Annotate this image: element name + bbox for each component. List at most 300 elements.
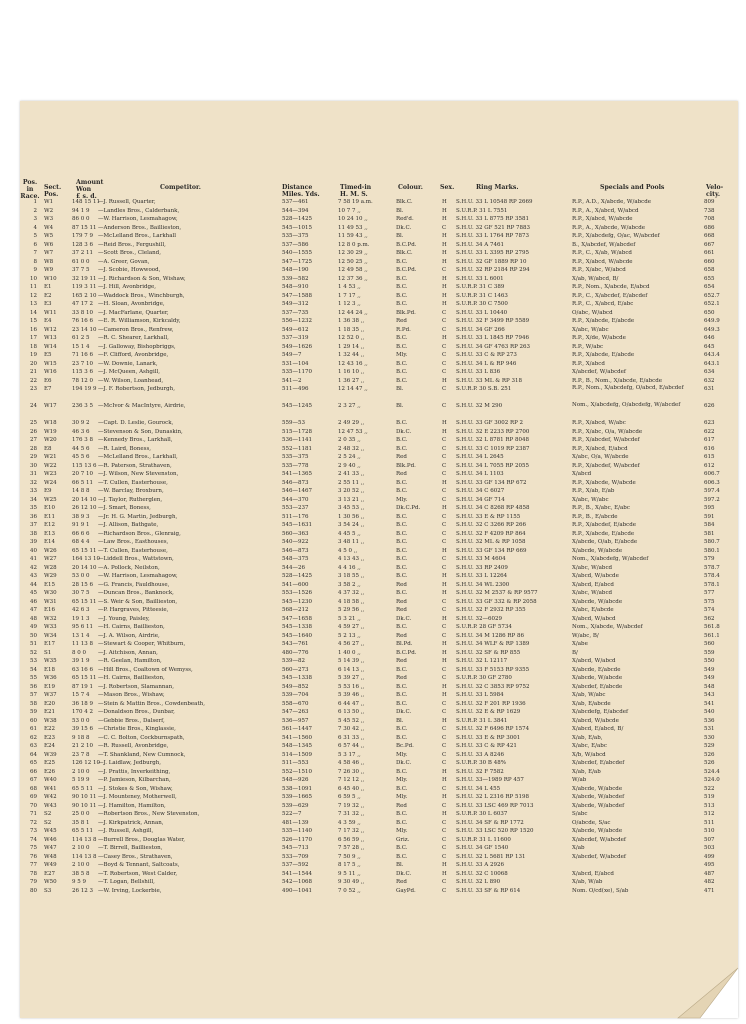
cell-pos: 61 [30, 726, 37, 732]
cell-specials-pools: R.P., C., X/ab, W/abcd [572, 250, 632, 256]
cell-colour: Bl. [396, 233, 404, 239]
cell-competitor: —J. Mounteney, Motherwell, [98, 794, 177, 800]
cell-section-pos: E27 [44, 870, 56, 877]
cell-distance: 535—1170 [282, 369, 312, 375]
cell-distance: 539—629 [282, 802, 309, 809]
cell-velocity: 622 [704, 428, 715, 435]
cell-colour: B.C. [396, 683, 408, 690]
cell-timed-in: 3 20 52 ,, [338, 488, 365, 494]
cell-timed-in: 6 14 13 ,, [338, 666, 365, 673]
cell-colour: Mly. [396, 777, 408, 783]
cell-section-pos: W7 [44, 250, 54, 256]
cell-velocity: 561.1 [704, 632, 720, 639]
cell-distance: 536—1141 [282, 437, 312, 443]
cell-distance: 511—496 [282, 386, 309, 392]
cell-ring-marks: S.H.U. 33 L 1845 RP 7946 [456, 335, 529, 341]
cell-ring-marks: S.H.U. 32 L 2316 RP 5198 [456, 794, 529, 800]
cell-velocity: 471 [704, 887, 715, 894]
cell-amount-won: 91 9 1 [72, 522, 90, 528]
cell-timed-in: 2 55 11 ,, [338, 479, 365, 486]
cell-section-pos: W38 [44, 717, 57, 724]
cell-specials-pools: R.P., X/abcd, E/abcd [572, 445, 628, 452]
table-row [20, 215, 738, 224]
cell-distance: 544—370 [282, 496, 309, 503]
cell-ring-marks: S.H.U. 32 F 201 RP 1936 [456, 700, 526, 707]
cell-specials-pools: R.P., X/abcde, E/abcde [572, 530, 635, 537]
cell-pos: 36 [30, 513, 37, 520]
cell-timed-in: 8 17 5 ,, [338, 862, 361, 868]
cell-colour: B.C. [396, 479, 408, 486]
cell-competitor: —Richardson Bros., Glenraig, [98, 530, 181, 537]
cell-pos: 73 [30, 828, 37, 834]
cell-sex: C [442, 471, 447, 477]
cell-section-pos: W5 [44, 233, 54, 239]
cell-colour: B.C. [396, 445, 408, 452]
table-row [20, 725, 738, 734]
cell-distance: 544—26 [282, 564, 305, 571]
cell-distance: 559—53 [282, 420, 305, 426]
cell-velocity: 482 [704, 879, 715, 885]
cell-timed-in: 4 5 0 ,, [338, 547, 358, 554]
cell-timed-in: 2 5 24 ,, [338, 454, 361, 460]
cell-colour: Dk.C.Pd. [396, 505, 421, 511]
cell-ring-marks: S.H.U. 34 GF 266 [456, 326, 505, 333]
cell-colour: B.C. [396, 853, 408, 860]
table-row [20, 207, 738, 216]
cell-section-pos: W27 [44, 556, 57, 562]
cell-section-pos: W18 [44, 420, 57, 426]
cell-ring-marks: S.H.U. 33 A 8246 [456, 751, 504, 758]
cell-colour: Red [396, 598, 407, 605]
cell-velocity: 579 [704, 556, 715, 562]
cell-ring-marks: S.H.U. 33 ML & RP 318 [456, 377, 523, 384]
cell-specials-pools: X/abcdef, W/abcdef [572, 836, 626, 843]
cell-specials-pools: B/ [572, 649, 578, 656]
cell-ring-marks: S.H.U. 32 F 7582 [456, 768, 504, 775]
cell-competitor: —J. Allison, Bathgate, [98, 522, 159, 528]
table-row [20, 717, 738, 726]
cell-section-pos: W14 [44, 343, 57, 350]
cell-pos: 16 [30, 326, 37, 333]
cell-specials-pools: O/abc, W/abcd [572, 309, 613, 316]
cell-specials-pools: X/ab, E/abcde [572, 700, 611, 707]
table-row [20, 232, 738, 241]
cell-timed-in: 1 16 10 ,, [338, 369, 365, 375]
cell-pos: 55 [30, 675, 37, 681]
cell-pos: 37 [30, 522, 37, 528]
cell-ring-marks: S.H.U. 33 L 6001 [456, 275, 504, 282]
cell-pos: 13 [30, 301, 37, 307]
cell-ring-marks: S.H.U. 34 GF 1540 [456, 845, 509, 851]
cell-competitor: —S. Weir & Son, Baillieston, [98, 598, 178, 605]
cell-section-pos: S2 [44, 819, 52, 826]
cell-section-pos: W1 [44, 199, 54, 205]
cell-velocity: 686 [704, 224, 715, 231]
cell-ring-marks: S.H.U. 32 C 3266 RP 266 [456, 522, 527, 528]
cell-distance: 514—1509 [282, 751, 312, 758]
cell-colour: B.C. [396, 785, 408, 792]
cell-pos: 78 [30, 870, 37, 877]
cell-competitor: —P. Hargraves, Pitteesie, [98, 607, 169, 613]
cell-timed-in: 7 57 28 ,, [338, 845, 365, 851]
cell-specials-pools: X/ab, W/abcd, B/ [572, 275, 619, 282]
cell-velocity: 643.1 [704, 360, 720, 367]
cell-section-pos: W41 [44, 785, 57, 792]
cell-specials-pools: R.P., Nom., X/abcde, E/abcd [572, 284, 650, 290]
cell-sex: C [442, 624, 447, 630]
cell-section-pos: W16 [44, 369, 57, 375]
cell-section-pos: W46 [44, 836, 57, 843]
cell-specials-pools: X/abc, W/abcd [572, 590, 613, 596]
cell-sex: H [442, 547, 447, 554]
cell-velocity: 658 [704, 267, 715, 273]
cell-ring-marks: S.U.R.P. 30 L 6037 [456, 811, 508, 817]
cell-velocity: 654 [704, 284, 715, 290]
cell-timed-in: 7 31 32 ,, [338, 811, 365, 817]
cell-section-pos: W24 [44, 479, 57, 486]
cell-distance: 535—1140 [282, 828, 312, 834]
cell-sex: C [442, 853, 447, 860]
cell-timed-in: 12 49 58 ,, [338, 267, 368, 273]
header-competitor: Competitor. [160, 184, 201, 191]
cell-velocity: 560 [704, 641, 715, 647]
cell-distance: 545—1631 [282, 522, 312, 528]
cell-sex: H [442, 794, 447, 800]
cell-section-pos: W12 [44, 326, 57, 333]
cell-section-pos: E21 [44, 709, 56, 715]
cell-distance: 535—375 [282, 233, 309, 239]
cell-distance: 548—926 [282, 777, 309, 783]
cell-velocity: 549 [704, 675, 715, 681]
cell-specials-pools: R.P., A., X/abcd, W/abcd [572, 207, 639, 214]
cell-timed-in: 5 2 13 ,, [338, 632, 361, 639]
cell-distance: 546—873 [282, 547, 309, 554]
cell-colour: Red [396, 658, 407, 664]
cell-sex: C [442, 879, 447, 885]
cell-sex: H [442, 768, 447, 775]
table-row [20, 360, 738, 369]
cell-pos: 64 [30, 751, 37, 758]
cell-timed-in: 12 44 24 ,, [338, 309, 368, 316]
cell-amount-won: 71 16 6 [72, 352, 93, 358]
cell-amount-won: 236 3 5 [72, 403, 93, 409]
cell-section-pos: W35 [44, 658, 57, 664]
cell-specials-pools: R.P., X/abcd, W/abcde [572, 216, 633, 222]
cell-timed-in: 4 56 27 ,, [338, 641, 365, 647]
cell-pos: 7 [33, 250, 37, 256]
cell-sex: C [442, 488, 447, 494]
cell-sex: C [442, 700, 447, 707]
cell-velocity: 522 [704, 785, 715, 792]
cell-pos: 44 [30, 581, 37, 588]
cell-ring-marks: S.H.U. 34 GF 714 [456, 496, 505, 503]
cell-competitor: —R. Paterson, Strathaven, [98, 462, 172, 469]
cell-specials-pools: R.P., X/abc, W/abcd [572, 267, 626, 273]
cell-timed-in: 6 45 40 ,, [338, 785, 365, 792]
cell-distance: 490—1041 [282, 887, 312, 894]
cell-timed-in: 9 5 11 ,, [338, 870, 361, 877]
cell-velocity: 646 [704, 335, 715, 341]
cell-specials-pools: X/abcde, W/abcde [572, 547, 623, 554]
cell-competitor: —J. A. Wilson, Airdrie, [98, 632, 160, 639]
cell-velocity: 487 [704, 870, 715, 877]
cell-amount-won: 65 15 11 [72, 675, 97, 681]
cell-specials-pools: X/abcde, W/abcdef [572, 802, 625, 809]
cell-specials-pools: X/abc, E/abcde [572, 607, 614, 613]
table-row [20, 844, 738, 853]
table-row [20, 853, 738, 862]
cell-sex: H [442, 641, 447, 647]
cell-sex: H [442, 590, 447, 596]
cell-amount-won: 26 12 3 [72, 887, 93, 894]
cell-competitor: —Donaldson Bros., Dunbar, [98, 709, 175, 715]
cell-colour: B.C. [396, 513, 408, 520]
cell-velocity: 524.0 [704, 777, 720, 783]
cell-velocity: 668 [704, 233, 715, 239]
cell-timed-in: 7 0 52 ,, [338, 887, 361, 894]
cell-timed-in: 5 14 39 ,, [338, 658, 365, 664]
cell-section-pos: W19 [44, 428, 57, 435]
cell-specials-pools: R.P., B., X/abc, E/abc [572, 505, 630, 511]
cell-section-pos: W8 [44, 258, 54, 265]
cell-velocity: 495 [704, 862, 715, 868]
cell-specials-pools: X/abcd, E/abcd [572, 581, 614, 588]
cell-specials-pools: Nom., X/abcdefg, O/abcdefg, W/abcdef [572, 402, 681, 408]
cell-competitor: —J. F. Robertson, Jedburgh, [98, 386, 175, 392]
table-row [20, 785, 738, 794]
cell-sex: C [442, 556, 447, 562]
cell-velocity: 809 [704, 199, 715, 205]
cell-pos: 34 [30, 496, 37, 503]
cell-amount-won: 66 6 6 [72, 530, 90, 537]
cell-velocity: 499 [704, 853, 715, 860]
cell-competitor: —T. Birrell, Baillieston, [98, 845, 163, 851]
cell-sex: C [442, 454, 447, 460]
cell-specials-pools: R.P., X/abcde, E/abcde [572, 352, 635, 358]
cell-distance: 541—1544 [282, 870, 312, 877]
cell-sex: C [442, 607, 447, 613]
cell-competitor: —T. Shankland, New Cumnock, [98, 751, 186, 758]
cell-sex: H [442, 573, 447, 579]
cell-section-pos: E20 [44, 700, 56, 707]
cell-colour: Red [396, 581, 407, 588]
cell-amount-won: 87 19 1 [72, 683, 93, 690]
cell-section-pos: W4 [44, 224, 54, 231]
cell-distance: 544—394 [282, 207, 309, 214]
cell-specials-pools: X/b, W/abcd [572, 751, 606, 758]
cell-timed-in: 2 3 27 ,, [338, 403, 361, 409]
cell-pos: 5 [33, 233, 37, 239]
table-row [20, 819, 738, 828]
cell-ring-marks: S.H.U. 33 GF 134 RP 669 [456, 547, 527, 554]
cell-competitor: —McLelland Bros., Larkhall [98, 233, 177, 239]
cell-timed-in: 1 30 56 ,, [338, 513, 365, 520]
cell-section-pos: W31 [44, 598, 57, 605]
cell-competitor: —J. Richardson & Son, Wishaw, [98, 275, 186, 282]
cell-competitor: —J. Taylor, Rutherglen, [98, 496, 163, 503]
cell-velocity: 578.7 [704, 564, 720, 571]
cell-colour: Red [396, 879, 407, 885]
cell-specials-pools: X/abc, W/abc [572, 496, 609, 503]
cell-competitor: —W. Irving, Lockerbie, [98, 887, 162, 894]
cell-ring-marks: S.H.U. 33 SF & RP 614 [456, 887, 521, 894]
cell-section-pos: W20 [44, 437, 57, 443]
cell-section-pos: W43 [44, 802, 57, 809]
cell-distance: 541—1560 [282, 734, 312, 741]
cell-ring-marks: S.H.U. 34 L 2645 [456, 454, 504, 460]
cell-sex: H [442, 258, 447, 265]
cell-competitor: —J. Hill, Avonbridge, [98, 284, 157, 290]
cell-competitor: —E. R. Williamson, Kirkcaldy, [98, 318, 181, 324]
cell-specials-pools: X/abc, W/abc [572, 326, 609, 333]
cell-amount-won: 65 5 11 [72, 785, 93, 792]
table-row [20, 317, 738, 326]
cell-timed-in: 7 58 19 a.m. [338, 199, 373, 205]
cell-colour: Red [396, 318, 407, 324]
cell-pos: 53 [30, 658, 37, 664]
cell-timed-in: 5 3 21 ,, [338, 615, 361, 622]
cell-velocity: 634 [704, 369, 715, 375]
cell-competitor: —Burrell Bros., Douglas Water, [98, 836, 185, 843]
cell-velocity: 550 [704, 658, 715, 664]
cell-colour: Mly. [396, 496, 408, 503]
header-timed: Timed-in H. M. S. [340, 184, 372, 199]
cell-amount-won: 164 13 10 [72, 556, 100, 562]
cell-section-pos: W22 [44, 462, 57, 469]
cell-ring-marks: S.H.U. 33 L 5984 [456, 692, 504, 698]
cell-colour: Blk.Pd. [396, 462, 416, 469]
cell-distance: 542—1068 [282, 879, 312, 885]
cell-pos: 2 [33, 207, 37, 214]
cell-colour: Mly. [396, 828, 408, 834]
cell-velocity: 645 [704, 343, 715, 350]
cell-competitor: —A. Pollock, Neilston, [98, 564, 160, 571]
cell-ring-marks: S.U.R.P. 30 GF 2780 [456, 675, 512, 681]
cell-colour: B.C. [396, 522, 408, 528]
cell-pos: 54 [30, 666, 37, 673]
table-row [20, 249, 738, 258]
cell-ring-marks: S.H.U. 33 L 836 [456, 369, 501, 375]
cell-competitor: —Casey Bros., Strathaven, [98, 853, 173, 860]
cell-competitor: —J. Scobie, Howwood, [98, 267, 161, 273]
cell-distance: 541—1365 [282, 471, 312, 477]
table-row [20, 283, 738, 292]
cell-competitor: —W. Downie, Lanark, [98, 360, 158, 367]
cell-specials-pools: X/ab, W/ab [572, 879, 603, 885]
cell-specials-pools: R.P., X/abcde, W/abcde [572, 479, 636, 486]
cell-colour: Dk.C. [396, 760, 412, 766]
cell-competitor: —A. Greer, Govan, [98, 258, 150, 265]
cell-distance: 549—312 [282, 301, 309, 307]
cell-timed-in: 4 37 32 ,, [338, 590, 365, 596]
cell-specials-pools: R.P., X/abcdef, W/abcdef [572, 437, 640, 443]
cell-section-pos: E3 [44, 301, 52, 307]
cell-competitor: —McLelland Bros., Larkhall, [98, 454, 178, 460]
cell-section-pos: E19 [44, 683, 56, 690]
table-row [20, 241, 738, 250]
cell-pos: 23 [30, 386, 37, 392]
cell-section-pos: W33 [44, 624, 57, 630]
cell-amount-won: 63 16 6 [72, 666, 93, 673]
cell-amount-won: 65 15 11 [72, 547, 97, 554]
cell-competitor: —Robertson Bros., New Stevenston, [98, 811, 200, 817]
cell-distance: 526—1170 [282, 836, 312, 843]
cell-velocity: 667 [704, 241, 715, 248]
cell-ring-marks: S.H.U. 32 RP 2184 RP 294 [456, 267, 530, 273]
cell-velocity: 612 [704, 462, 715, 469]
cell-colour: Dk.C. [396, 870, 412, 877]
table-row [20, 555, 738, 564]
cell-specials-pools: X/abcdef, E/abcdef [572, 760, 625, 766]
table-row [20, 734, 738, 743]
cell-specials-pools: Nom., X/abcdefg, W/abcdef [572, 556, 649, 562]
cell-pos: 46 [30, 598, 37, 605]
cell-pos: 51 [30, 641, 37, 647]
cell-competitor: —H. Sloan, Avonbridge, [98, 301, 165, 307]
cell-timed-in: 2 48 32 ,, [338, 445, 365, 452]
cell-section-pos: E25 [44, 760, 56, 766]
table-row [20, 496, 738, 505]
cell-amount-won: 46 3 6 [72, 428, 90, 435]
cell-sex: H [442, 420, 447, 426]
cell-sex: C [442, 819, 447, 826]
cell-timed-in: 6 31 33 ,, [338, 734, 365, 741]
cell-sex: C [442, 318, 447, 324]
cell-competitor: —R. Geelan, Hamilton, [98, 658, 162, 664]
header-pos: Pos. in Race. [20, 179, 40, 201]
cell-amount-won: 61 0 0 [72, 258, 90, 265]
cell-sex: H [442, 683, 447, 690]
cell-timed-in: 12 30 29 ,, [338, 250, 368, 256]
cell-ring-marks: S.H.U. 32 E 2233 RP 2700 [456, 428, 530, 435]
cell-pos: 67 [30, 777, 37, 783]
cell-amount-won: 148 15 11 [72, 199, 100, 205]
cell-sex: C [442, 751, 447, 758]
cell-timed-in: 3 45 53 ,, [338, 505, 365, 511]
cell-distance: 548—1345 [282, 743, 312, 749]
cell-ring-marks: S.H.U. 33 E & RP 1155 [456, 513, 521, 520]
cell-ring-marks: S.H.U. 34 WL 2300 [456, 581, 510, 588]
cell-velocity: 507 [704, 836, 715, 843]
cell-section-pos: E7 [44, 386, 52, 392]
cell-colour: B.C. [396, 301, 408, 307]
header-velocity: Velo- city. [706, 184, 724, 199]
cell-pos: 18 [30, 343, 37, 350]
table-row [20, 632, 738, 641]
cell-specials-pools: X/abcd, E/abcd, B/ [572, 726, 624, 732]
cell-colour: Bl. [396, 403, 404, 409]
cell-velocity: 548 [704, 683, 715, 690]
table-row [20, 878, 738, 887]
cell-velocity: 626 [704, 403, 715, 409]
cell-section-pos: E13 [44, 530, 56, 537]
cell-pos: 74 [30, 836, 37, 843]
cell-ring-marks: S.H.U. 33 C & RP 273 [456, 352, 517, 358]
cell-colour: B.C. [396, 819, 408, 826]
cell-section-pos: W29 [44, 573, 57, 579]
cell-velocity: 524.4 [704, 768, 720, 775]
cell-timed-in: 4 45 5 ,, [338, 530, 361, 537]
table-row [20, 479, 738, 488]
cell-specials-pools: X/abcd [572, 471, 592, 477]
cell-competitor: —W. Wilson, Loanhead, [98, 377, 164, 384]
cell-colour: Red [396, 632, 407, 639]
cell-colour: B.C. [396, 845, 408, 851]
cell-colour: B.C.Pd. [396, 241, 417, 248]
cell-section-pos: E26 [44, 768, 56, 775]
table-row [20, 530, 738, 539]
cell-competitor: —J. Kirkpatrick, Annan, [98, 819, 164, 826]
